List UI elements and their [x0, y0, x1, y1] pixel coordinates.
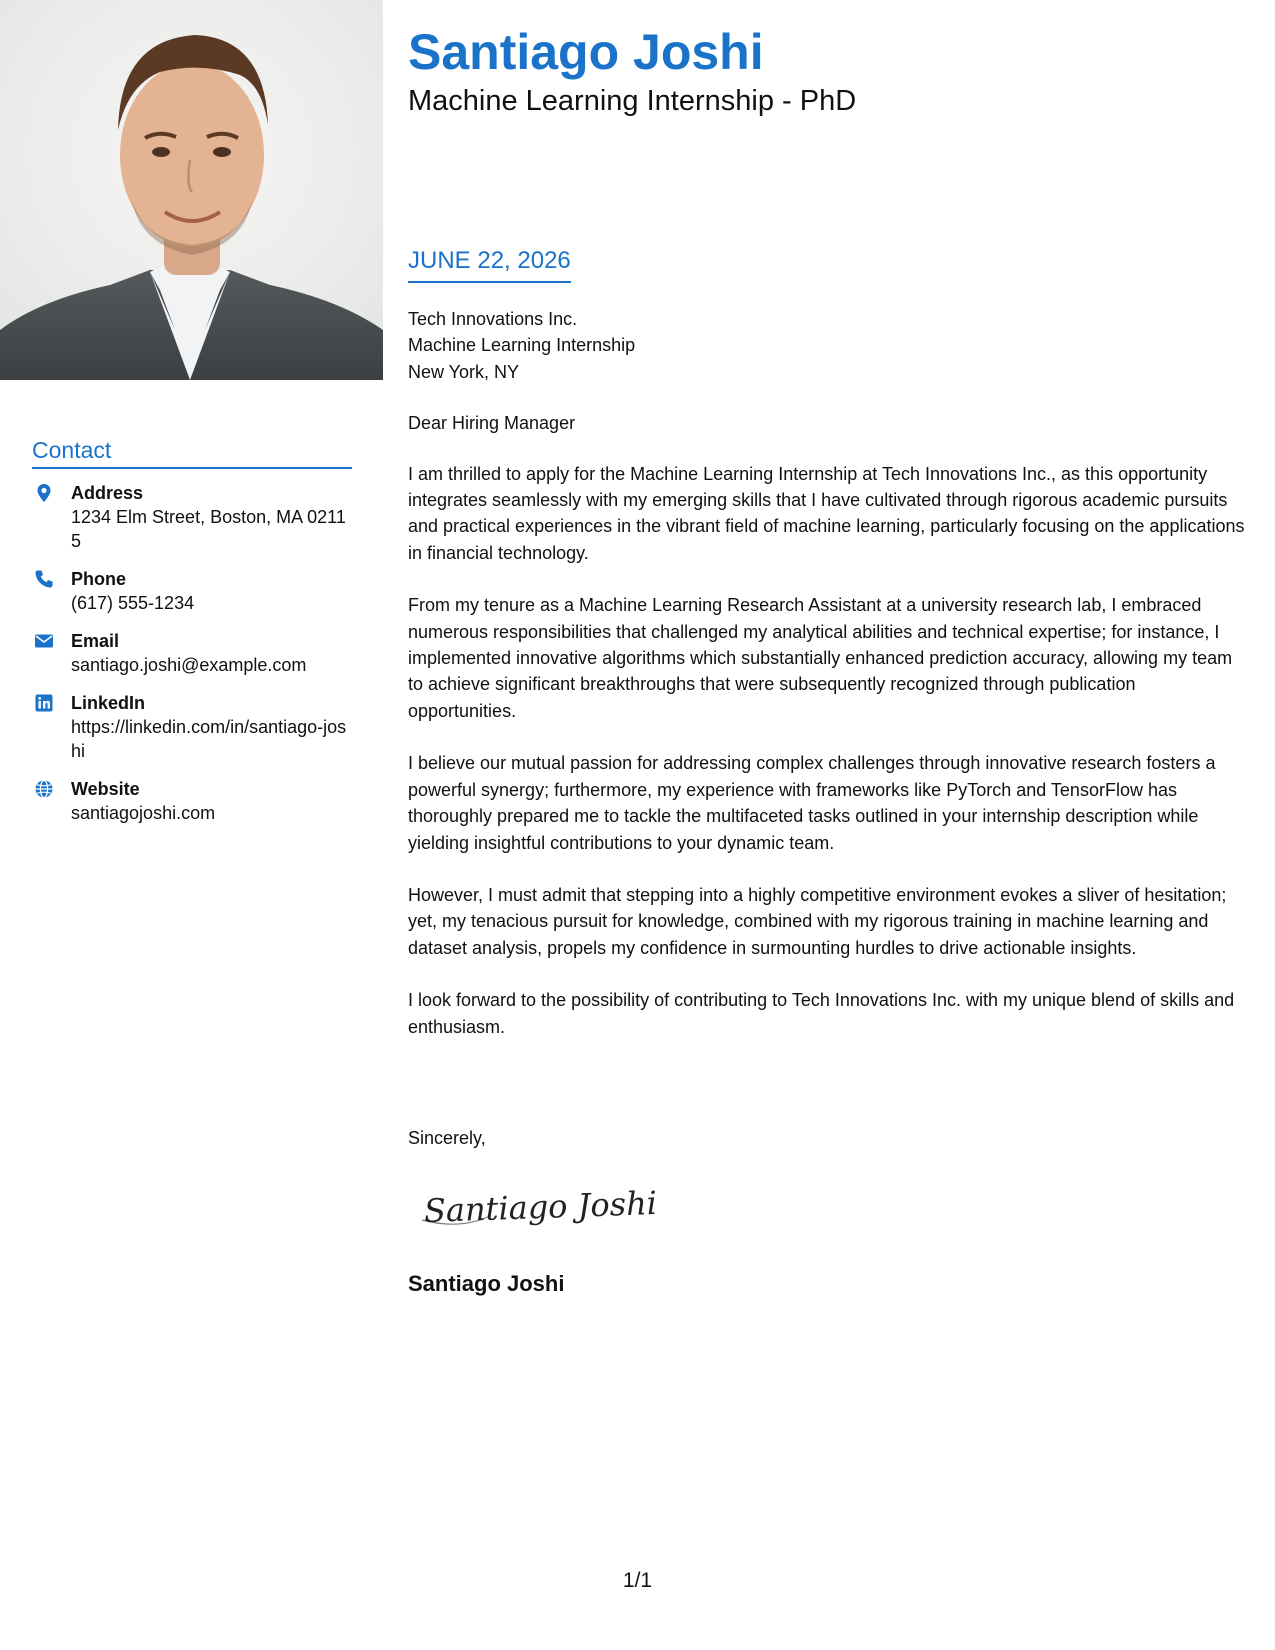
letter-paragraph: I am thrilled to apply for the Machine Learning Internship at Tech Innovations Inc., as this opportunity integrates seamlessly with my emerging skills that I have cultivated through rigorous academic pursuits and practical experiences in the vibrant field of machine learning, particularly focusing on the applications in financial technology.	[408, 463, 1245, 563]
contact-value-email[interactable]: santiago.joshi@example.com	[71, 655, 307, 675]
contact-value-linkedin[interactable]: https://linkedin.com/in/santiago-joshi	[71, 717, 347, 761]
globe-icon	[34, 779, 54, 799]
contact-value-address: 1234 Elm Street, Boston, MA 02115	[71, 507, 346, 551]
contact-label-website: Website	[71, 779, 140, 799]
contact-label-phone: Phone	[71, 569, 127, 589]
contact-value-phone: (617) 555-1234	[71, 593, 195, 613]
signature-text: Santiago Joshi	[423, 1183, 658, 1231]
contact-item-email	[32, 629, 352, 677]
email-icon	[34, 631, 54, 651]
linkedin-icon	[34, 693, 54, 713]
letter-paragraph: I believe our mutual passion for addressing complex challenges through innovative research fosters a powerful synergy; furthermore, my experience with frameworks like PyTorch and TensorFlow has thoroughly prepared me to tackle the multifaceted tasks outlined in your internship description while yielding insightful contributions to your dynamic team.	[408, 753, 1216, 853]
contact-item-phone	[32, 567, 352, 615]
contact-value-website[interactable]: santiagojoshi.com	[71, 803, 216, 823]
handwritten-signature	[420, 1180, 670, 1240]
contact-item-website	[32, 777, 352, 825]
recipient-block	[408, 306, 1248, 385]
map-pin-icon	[34, 483, 54, 503]
letter-date: JUNE 22, 2026	[408, 247, 571, 283]
applicant-subtitle: Machine Learning Internship - PhD	[408, 85, 857, 117]
letter-paragraph: I look forward to the possibility of contributing to Tech Innovations Inc. with my unique blend of skills and enthusiasm.	[408, 990, 1235, 1037]
page-number: 1/1	[622, 1569, 653, 1592]
contact-item-linkedin	[32, 691, 352, 763]
letter-paragraph: However, I must admit that stepping into a highly competitive environment evokes a sliver of hesitation; yet, my tenacious pursuit for knowledge, combined with my rigorous training in machine learning and dataset analysis, propels my confidence in surmounting hurdles to drive actionable insights.	[408, 884, 1227, 958]
contact-heading: Contact	[32, 437, 352, 469]
profile-photo	[0, 0, 383, 380]
contact-label-email: Email	[71, 631, 120, 651]
closing: Sincerely,	[408, 1128, 486, 1148]
sidebar	[0, 0, 383, 1650]
recipient-location: New York, NY	[408, 361, 520, 382]
phone-icon	[34, 569, 54, 589]
letter-paragraph: From my tenure as a Machine Learning Research Assistant at a university research lab, I embraced numerous responsibilities that challenged my analytical abilities and technical expertise; for instance, I implemented innovative algorithms which substantially enhanced prediction accuracy, allowing my team to achieve significant breakthroughs that were subsequently recognized through publication opportunities.	[408, 595, 1233, 721]
contact-item-address	[32, 481, 352, 553]
recipient-company: Tech Innovations Inc.	[408, 309, 578, 329]
letter-body	[408, 306, 1248, 1066]
contact-label-linkedin: LinkedIn	[71, 693, 146, 713]
applicant-name: Santiago Joshi	[408, 24, 764, 80]
salutation: Dear Hiring Manager	[408, 413, 576, 434]
recipient-position: Machine Learning Internship	[408, 335, 636, 356]
contact-section	[32, 437, 352, 839]
contact-label-address: Address	[71, 483, 144, 503]
signer-name: Santiago Joshi	[408, 1271, 565, 1296]
